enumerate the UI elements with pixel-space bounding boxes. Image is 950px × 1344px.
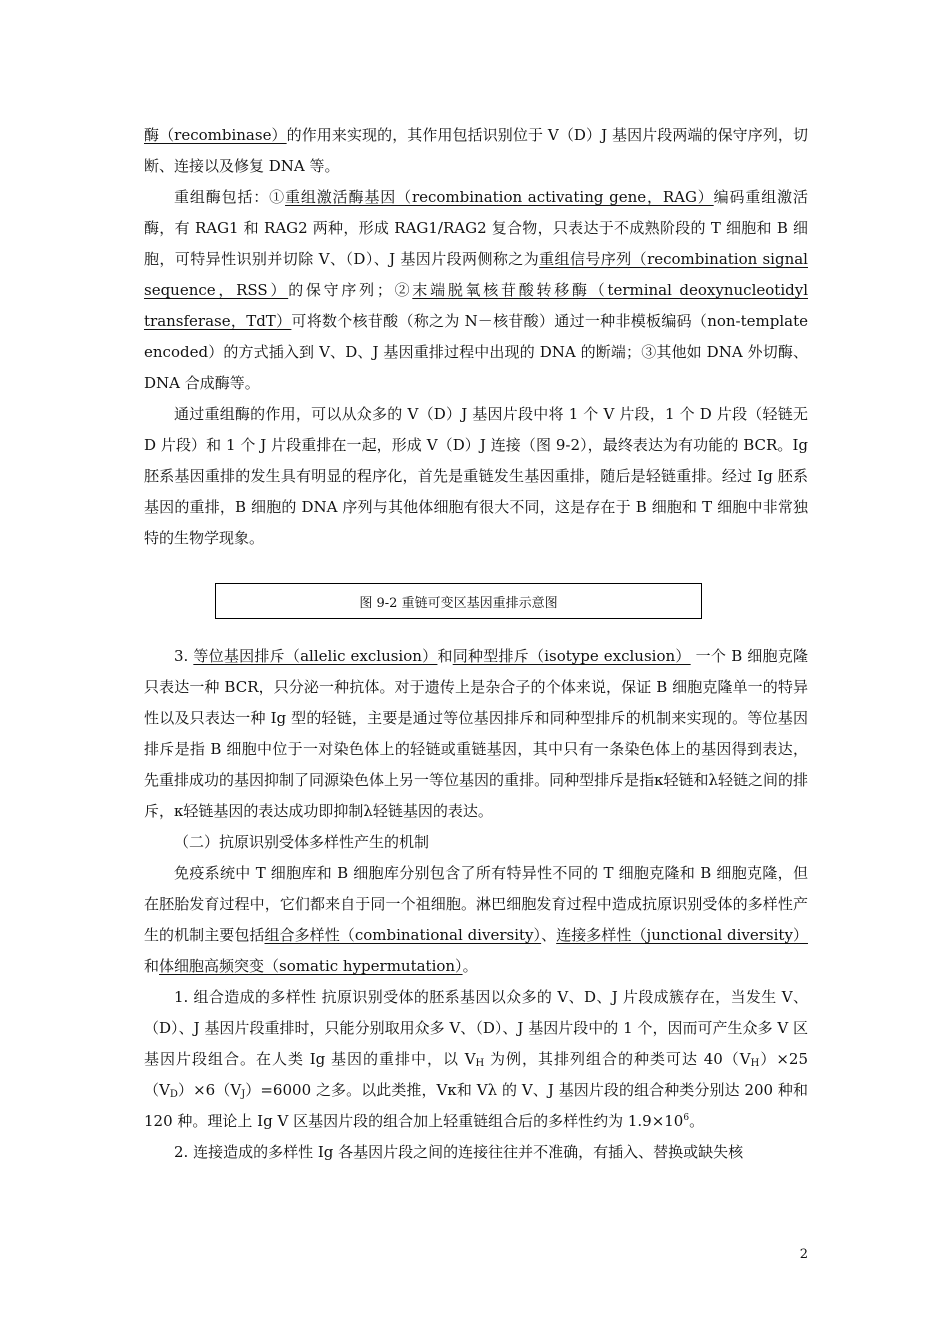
figure-caption-box — [215, 583, 702, 619]
term-somatic-hypermutation: 体细胞高频突变（somatic hypermutation） — [159, 957, 463, 975]
section-heading: （二）抗原识别受体多样性产生的机制 — [174, 833, 430, 851]
term-recombinase: 酶（recombinase） — [144, 126, 287, 144]
paragraph-vdj-joining: 通过重组酶的作用，可以从众多的 V（D）J 基因片段中将 1 个 V 片段，1 个 D 片段（轻链无 D 片段）和 1 个 J 片段重排在一起，形成 V（D）J 连接（图 9-2），最终表达为有功能的 BCR。Ig 胚系基因重排的发生具有明显的程序化，首先是重链发生基因重排，随后是轻链重排。经过 Ig 胚系基因的重排，B 细胞的 DNA 序列与其他体细胞有很大不同，这是存在于 B 细胞和 T 细胞中非常独特的生物学现象。 — [144, 405, 808, 547]
page-body — [144, 120, 808, 554]
term-tdt: 末端脱氧核苷酸转移酶（terminal deoxynucleotidyl transferase，TdT） — [144, 281, 808, 330]
term-rag: 重组激活酶基因（recombination activating gene，RAG） — [285, 188, 714, 206]
paragraph-allelic-exclusion: 3. 等位基因排斥（allelic exclusion）和同种型排斥（isotype exclusion） 一个 B 细胞克隆只表达一种 BCR，只分泌一种抗体。对于遗传上是杂合子的个体来说，保证 B 细胞克隆单一的特异性以及只表达一种 Ig 型的轻链，主要是通过等位基因排斥和同种型排斥的机制来实现的。等位基因排斥是指 B 细胞中位于一对染色体上的轻链或重链基因，其中只有一条染色体上的基因得到表达，先重排成功的基因抑制了同源染色体上另一等位基因的重排。同种型排斥是指κ轻链和λ轻链之间的排斥，κ轻链基因的表达成功即抑制λ轻链基因的表达。 — [144, 647, 808, 820]
paragraph-recombinase-types: 重组酶包括：①重组激活酶基因（recombination activating gene，RAG）编码重组激活酶，有 RAG1 和 RAG2 两种，形成 RAG1/RAG2 复合物，只表达于不成熟阶段的 T 细胞和 B 细胞，可特异性识别并切除 V、（D）、J 基因片段两侧称之为重组信号序列（recombination signal sequence，RSS）的保守序列；②末端脱氧核苷酸转移酶（terminal deoxynucleotidyl transferase，TdT）可将数个核苷酸（称之为 N－核苷酸）通过一种非模板编码（non-template encoded）的方式插入到 V、D、J 基因重排过程中出现的 DNA 的断端；③其他如 DNA 外切酶、DNA 合成酶等。 — [144, 188, 808, 392]
paragraph-junctional-diversity: 2. 连接造成的多样性 Ig 各基因片段之间的连接往往并不准确，有插入、替换或缺失核 — [174, 1143, 744, 1161]
page-number: 2 — [799, 1247, 808, 1262]
paragraph-recombinase-intro: 酶（recombinase）的作用来实现的，其作用包括识别位于 V（D）J 基因片段两端的保守序列，切断、连接以及修复 DNA 等。 — [144, 126, 808, 175]
term-allelic-exclusion: 等位基因排斥（allelic exclusion） — [193, 647, 438, 665]
paragraph-diversity-mechanisms: 免疫系统中 T 细胞库和 B 细胞库分别包含了所有特异性不同的 T 细胞克隆和 B 细胞克隆，但在胚胎发育过程中，它们都来自于同一个祖细胞。淋巴细胞发育过程中造成抗原识别受体的多样性产生的机制主要包括组合多样性（combinational diversity）、连接多样性（junctional diversity）和体细胞高频突变（somatic hypermutation）。 — [144, 864, 808, 975]
paragraph-combinational-diversity: 1. 组合造成的多样性 抗原识别受体的胚系基因以众多的 V、D、J 片段成簇存在，当发生 V、（D）、J 基因片段重排时，只能分别取用众多 V、（D）、J 基因片段中的 1 个，因而可产生众多 V 区基因片段组合。在人类 Ig 基因的重排中，以 $V_H$ 为例，其排列组合的种类可达 $40(V_H)\times 25(V_D)\times 6(V_J)=6000$ 之多。以此类推，Vκ和 Vλ 的 V、J 基因片段的组合种类分别达 200 种和 120 种。理论上 Ig V 区基因片段的组合加上轻重链组合后的多样性约为 $1.9\times 10^6$。 — [144, 988, 809, 1130]
figure-caption: 图 9-2 重链可变区基因重排示意图 — [359, 595, 558, 611]
term-isotype-exclusion: 同种型排斥（isotype exclusion） — [452, 647, 691, 665]
term-combinational-diversity: 组合多样性（combinational diversity） — [264, 926, 542, 944]
page-body-lower — [144, 641, 808, 1168]
term-rss: 重组信号序列（recombination signal sequence，RSS） — [144, 250, 808, 299]
term-junctional-diversity: 连接多样性（junctional diversity） — [556, 926, 808, 944]
